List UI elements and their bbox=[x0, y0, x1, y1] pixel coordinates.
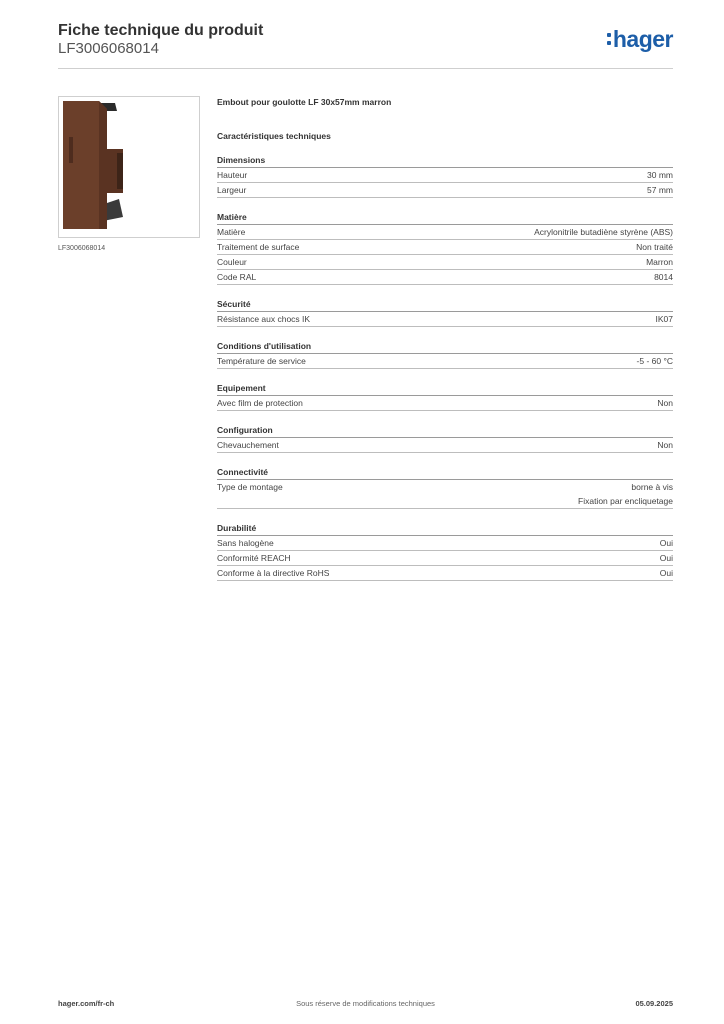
spec-label: Avec film de protection bbox=[217, 398, 303, 408]
spec-groups bbox=[217, 155, 673, 581]
page-footer bbox=[58, 998, 673, 1010]
spec-value-secondary: Fixation par encliquetage bbox=[578, 496, 673, 506]
spec-label: Traitement de surface bbox=[217, 242, 300, 252]
spec-group-title: Connectivité bbox=[217, 467, 673, 480]
spec-label: Conformité REACH bbox=[217, 553, 291, 563]
spec-label: Hauteur bbox=[217, 170, 248, 180]
spec-group-title: Conditions d'utilisation bbox=[217, 341, 673, 354]
spec-row bbox=[217, 270, 673, 285]
spec-content bbox=[217, 96, 673, 581]
spec-row bbox=[217, 183, 673, 198]
logo-dots-icon bbox=[607, 31, 611, 47]
spec-group bbox=[217, 299, 673, 327]
logo-text: hager bbox=[612, 26, 673, 52]
spec-value-cell bbox=[647, 183, 673, 197]
spec-group-title: Configuration bbox=[217, 425, 673, 438]
spec-label: Température de service bbox=[217, 356, 306, 366]
header-divider bbox=[58, 68, 673, 69]
spec-group bbox=[217, 523, 673, 581]
product-reference: LF3006068014 bbox=[58, 40, 159, 57]
spec-value: Non traité bbox=[636, 242, 673, 252]
spec-value-cell bbox=[534, 225, 673, 239]
footer-website: hager.com/fr-ch bbox=[58, 999, 115, 1008]
specs-heading: Caractéristiques techniques bbox=[217, 131, 331, 141]
spec-value: borne à vis bbox=[631, 482, 673, 492]
spec-value-cell bbox=[636, 240, 673, 254]
spec-label: Résistance aux chocs IK bbox=[217, 314, 311, 324]
product-name: Embout pour goulotte LF 30x57mm marron bbox=[217, 97, 392, 107]
spec-value-cell bbox=[660, 551, 673, 565]
spec-row bbox=[217, 396, 673, 411]
footer-disclaimer: Sous réserve de modifications techniques bbox=[296, 999, 435, 1008]
spec-value: 30 mm bbox=[647, 170, 673, 180]
spec-value: Oui bbox=[659, 553, 673, 563]
spec-group bbox=[217, 155, 673, 198]
spec-value: Marron bbox=[646, 257, 673, 267]
spec-group bbox=[217, 467, 673, 509]
spec-value: Non bbox=[657, 398, 673, 408]
spec-value: Non bbox=[657, 440, 673, 450]
spec-row bbox=[217, 354, 673, 369]
spec-value-cell bbox=[657, 438, 673, 452]
spec-value: 57 mm bbox=[647, 185, 673, 195]
spec-row bbox=[217, 168, 673, 183]
footer-date: 05.09.2025 bbox=[635, 999, 673, 1008]
spec-group bbox=[217, 425, 673, 453]
spec-label: Conforme à la directive RoHS bbox=[217, 568, 330, 578]
spec-group-title: Matière bbox=[217, 212, 673, 225]
spec-row bbox=[217, 566, 673, 581]
page-title: Fiche technique du produit bbox=[58, 22, 264, 39]
spec-value-cell bbox=[654, 270, 673, 284]
spec-value-cell bbox=[637, 354, 673, 368]
spec-group-title: Sécurité bbox=[217, 299, 673, 312]
spec-label: Code RAL bbox=[217, 272, 257, 282]
spec-row bbox=[217, 536, 673, 551]
spec-value-cell bbox=[647, 168, 673, 182]
spec-label: Type de montage bbox=[217, 482, 283, 492]
spec-group bbox=[217, 383, 673, 411]
brown-end-cap-image bbox=[59, 97, 199, 237]
spec-group-title: Durabilité bbox=[217, 523, 673, 536]
spec-value-cell bbox=[657, 396, 673, 410]
spec-row bbox=[217, 255, 673, 270]
spec-label: Sans halogène bbox=[217, 538, 274, 548]
spec-group-title: Equipement bbox=[217, 383, 673, 396]
spec-value-cell bbox=[660, 566, 673, 580]
spec-value: 8014 bbox=[654, 272, 673, 282]
spec-row bbox=[217, 438, 673, 453]
spec-label: Chevauchement bbox=[217, 440, 279, 450]
spec-label: Couleur bbox=[217, 257, 247, 267]
spec-value: Oui bbox=[659, 568, 673, 578]
spec-group bbox=[217, 212, 673, 285]
spec-value: Acrylonitrile butadiène styrène (ABS) bbox=[534, 227, 673, 237]
page-header bbox=[58, 22, 673, 70]
spec-label: Matière bbox=[217, 227, 246, 237]
spec-value: Oui bbox=[659, 538, 673, 548]
spec-group bbox=[217, 341, 673, 369]
product-image-frame bbox=[58, 96, 200, 238]
spec-row bbox=[217, 551, 673, 566]
spec-value: IK07 bbox=[655, 314, 673, 324]
spec-row bbox=[217, 225, 673, 240]
spec-value-cell bbox=[656, 312, 674, 326]
spec-value: -5 - 60 °C bbox=[636, 356, 673, 366]
spec-value-cell bbox=[578, 480, 673, 508]
spec-value-cell bbox=[646, 255, 673, 269]
spec-group-title: Dimensions bbox=[217, 155, 673, 168]
spec-value-cell bbox=[660, 536, 673, 550]
hager-logo bbox=[607, 24, 673, 54]
spec-row bbox=[217, 312, 673, 327]
spec-label: Largeur bbox=[217, 185, 247, 195]
spec-row bbox=[217, 480, 673, 509]
spec-row bbox=[217, 240, 673, 255]
product-image-caption: LF3006068014 bbox=[58, 245, 106, 252]
